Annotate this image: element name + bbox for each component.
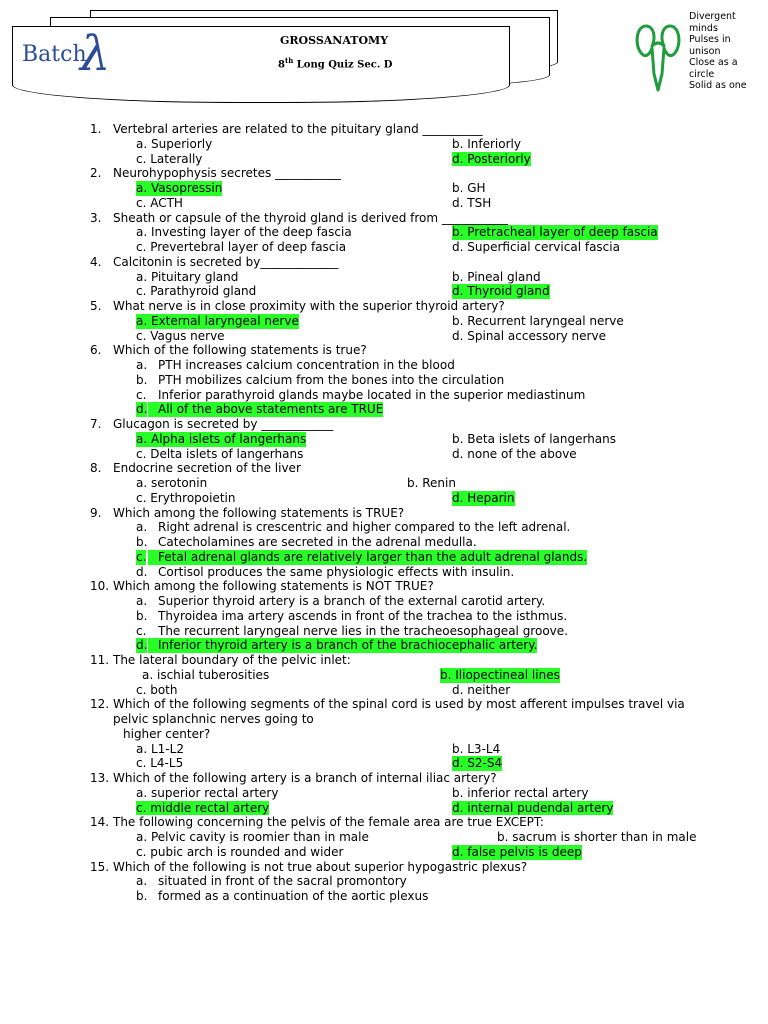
choice-row	[0, 388, 768, 403]
choice: b. Recurrent laryngeal nerve	[452, 313, 624, 328]
question-number: 10.	[90, 579, 110, 594]
choice-text: Superior thyroid artery is a branch of the external carotid artery.	[158, 594, 546, 608]
choice-row	[0, 535, 768, 550]
question-number: 2.	[90, 166, 102, 181]
choice: d. neither	[452, 682, 511, 697]
choice: d. internal pudendal artery	[452, 800, 614, 815]
question-row	[0, 299, 768, 314]
motto-line: Pulses in	[689, 34, 731, 45]
choice-letter: b.	[136, 535, 148, 549]
choice-row	[0, 638, 768, 653]
choice-row	[0, 329, 768, 344]
question-text: pelvic splanchnic nerves going to	[113, 712, 314, 726]
page-subtitle: 8th Long Quiz Sec. D	[278, 56, 393, 71]
motto-line: Close as a	[689, 57, 738, 68]
choice-letter: a.	[136, 520, 148, 535]
question-text: Neurohypophysis secretes ___________	[113, 166, 342, 181]
choice: d. Heparin	[452, 490, 515, 505]
choice: a. Superiorly	[136, 136, 213, 151]
choice: d. S2-S4	[452, 756, 503, 771]
choice: b. GH	[452, 181, 486, 195]
motto	[689, 11, 765, 92]
choice-text: Cortisol produces the same physiologic effects with insulin.	[158, 564, 515, 579]
question-row	[0, 122, 768, 137]
choice-row	[0, 683, 768, 698]
motto-line: Solid as one	[689, 80, 747, 91]
choice: a. External laryngeal nerve	[136, 313, 299, 328]
choice-letter: b.	[136, 608, 148, 623]
choice: c. pubic arch is rounded and wider	[136, 844, 344, 859]
choice-text: Inferior parathyroid glands maybe located in the superior mediastinum	[158, 387, 586, 402]
choice-letter: c.	[136, 387, 147, 402]
question-row	[0, 815, 768, 830]
choice: d. none of the above	[452, 446, 577, 461]
choice: c. middle rectal artery	[136, 800, 270, 815]
choice-text: PTH mobilizes calcium from the bones into the circulation	[158, 372, 505, 387]
question-number: 12.	[90, 697, 110, 712]
question-number: 8.	[90, 461, 102, 476]
question-number: 13.	[90, 771, 110, 785]
choice-row	[0, 284, 768, 299]
choice: a. Pelvic cavity is roomier than in male	[136, 830, 369, 844]
choice-row	[0, 668, 768, 683]
choice-row	[0, 152, 768, 167]
question-number: 15.	[90, 859, 110, 874]
choice-row	[0, 358, 768, 373]
choice-row	[0, 889, 768, 904]
highlight-gap	[148, 550, 158, 565]
choice-row	[0, 373, 768, 388]
question-number: 5.	[90, 299, 102, 313]
question-text: Vertebral arteries are related to the pituitary gland __________	[113, 122, 483, 136]
choice: c. Delta islets of langerhans	[136, 446, 304, 461]
question-text: Glucagon is secreted by ____________	[113, 417, 334, 431]
question-row	[0, 860, 768, 875]
choice-letter: d.	[136, 564, 148, 579]
choice-row	[0, 801, 768, 816]
choice-letter: b.	[136, 889, 148, 903]
choice: a. Investing layer of the deep fascia	[136, 225, 352, 240]
question-text: Which of the following statements is true?	[113, 343, 367, 358]
choice: a. serotonin	[136, 476, 208, 490]
motto-line: circle	[689, 68, 715, 80]
choice-text: Fetal adrenal glands are relatively larger than the adult adrenal glands.	[158, 549, 588, 564]
choice-letter: b.	[136, 372, 148, 387]
question-number: 1.	[90, 122, 102, 136]
choice-letter: d.	[136, 402, 148, 417]
question-text: Which among the following statements is NOT TRUE?	[113, 579, 434, 594]
choice: d. Superficial cervical fascia	[452, 240, 620, 254]
question-row	[0, 579, 768, 594]
choice: c. L4-L5	[136, 756, 184, 771]
question-number: 4.	[90, 254, 102, 269]
question-continuation	[0, 727, 768, 742]
choice-text: Right adrenal is crescentric and higher compared to the left adrenal.	[158, 520, 571, 535]
choice-row	[0, 786, 768, 801]
motto-line: minds	[689, 22, 718, 34]
highlight-gap	[148, 402, 158, 417]
page-title: GROSSANATOMY	[280, 34, 389, 47]
choice: a. superior rectal artery	[136, 785, 279, 800]
choice-row	[0, 447, 768, 462]
choice: c. ACTH	[136, 195, 183, 210]
question-row	[0, 166, 768, 181]
choice-row	[0, 240, 768, 255]
choice: b. sacrum is shorter than in male	[497, 830, 697, 844]
choice: c. Erythropoietin	[136, 490, 236, 505]
question-text: higher center?	[123, 726, 211, 741]
choice-letter: a.	[136, 594, 148, 608]
choice: a. Pituitary gland	[136, 269, 239, 284]
choice-letter: c.	[136, 549, 147, 564]
question-number: 9.	[90, 505, 102, 520]
question-text: The lateral boundary of the pelvic inlet:	[113, 653, 351, 667]
question-row	[0, 343, 768, 358]
question-text: Which among the following statements is TRUE?	[113, 505, 405, 520]
choice-row	[0, 196, 768, 211]
question-row	[0, 771, 768, 786]
choice: a. Vasopressin	[136, 181, 223, 195]
question-text: Sheath or capsule of the thyroid gland is derived from ___________	[113, 210, 508, 225]
choice-row	[0, 756, 768, 771]
choice-row	[0, 565, 768, 580]
batch-logo-text: Batch	[22, 42, 87, 67]
choice: a. Alpha islets of langerhans	[136, 431, 307, 446]
choice-row	[0, 874, 768, 889]
choice: d. false pelvis is deep	[452, 844, 582, 859]
question-row	[0, 697, 768, 712]
choice: b. Renin	[407, 476, 456, 490]
choice-row	[0, 314, 768, 329]
question-text: Calcitonin is secreted by_____________	[113, 254, 339, 269]
question-text: Which of the following artery is a branch of internal iliac artery?	[113, 771, 497, 785]
question-text: The following concerning the pelvis of the female area are true EXCEPT:	[113, 815, 544, 830]
choice: b. Beta islets of langerhans	[452, 431, 617, 446]
choice: d. Spinal accessory nerve	[452, 328, 606, 343]
choice-text: PTH increases calcium concentration in the blood	[158, 358, 455, 372]
choice: b. Inferiorly	[452, 136, 521, 151]
choice: c. Vagus nerve	[136, 328, 225, 343]
choice-letter: d.	[136, 638, 148, 653]
choice-row	[0, 550, 768, 565]
question-row	[0, 653, 768, 668]
choice-row	[0, 845, 768, 860]
motto-line: unison	[689, 45, 721, 57]
choice-row	[0, 742, 768, 757]
choice: b. Iliopectineal lines	[440, 667, 560, 682]
choice-row	[0, 225, 768, 240]
question-number: 11.	[90, 653, 110, 667]
choice-row	[0, 137, 768, 152]
question-row	[0, 461, 768, 476]
question-row	[0, 211, 768, 226]
choice-row	[0, 476, 768, 491]
choice-row	[0, 594, 768, 609]
question-text: What nerve is in close proximity with the superior thyroid artery?	[113, 299, 505, 313]
question-number: 6.	[90, 343, 102, 358]
choice: b. Pineal gland	[452, 269, 541, 284]
choice-row	[0, 181, 768, 196]
choice: d. Posteriorly	[452, 151, 531, 166]
choice-row	[0, 402, 768, 417]
question-text: Which of the following segments of the spinal cord is used by most afferent impulses travel via	[113, 697, 685, 712]
highlight-gap	[148, 638, 158, 653]
choice: b. Pretracheal layer of deep fascia	[452, 225, 658, 240]
choice-text: situated in front of the sacral promontory	[158, 874, 407, 889]
choice-row	[0, 624, 768, 639]
choice: b. L3-L4	[452, 741, 501, 756]
choice-text: Thyroidea ima artery ascends in front of the trachea to the isthmus.	[158, 608, 568, 623]
choice: c. both	[136, 682, 178, 697]
choice: d. Thyroid gland	[452, 284, 550, 299]
choice: b. inferior rectal artery	[452, 785, 589, 800]
question-number: 14.	[90, 815, 110, 830]
quiz-body	[0, 122, 768, 904]
choice: c. Parathyroid gland	[136, 284, 257, 299]
choice-row	[0, 432, 768, 447]
choice-text: Catecholamines are secreted in the adrenal medulla.	[158, 535, 477, 549]
question-row	[0, 417, 768, 432]
choice-text: formed as a continuation of the aortic plexus	[158, 889, 429, 903]
choice-text: The recurrent laryngeal nerve lies in the tracheoesophageal groove.	[158, 623, 568, 638]
choice: c. Laterally	[136, 151, 203, 166]
choice-row	[0, 609, 768, 624]
choice-letter: c.	[136, 623, 147, 638]
choice-row	[0, 270, 768, 285]
batch-emblem-icon	[632, 18, 684, 92]
choice-text: All of the above statements are TRUE	[158, 402, 384, 417]
question-continuation	[0, 712, 768, 727]
question-row	[0, 506, 768, 521]
choice-letter: a.	[136, 874, 148, 889]
question-text: Endocrine secretion of the liver	[113, 461, 301, 476]
choice-letter: a.	[136, 358, 148, 372]
question-number: 7.	[90, 417, 102, 431]
choice-row	[0, 520, 768, 535]
choice-row	[0, 830, 768, 845]
choice: c. Prevertebral layer of deep fascia	[136, 240, 347, 254]
question-row	[0, 255, 768, 270]
motto-line: Divergent	[689, 11, 736, 22]
choice-row	[0, 491, 768, 506]
choice-text: Inferior thyroid artery is a branch of the brachiocephalic artery.	[158, 638, 538, 653]
question-text: Which of the following is not true about superior hypogastric plexus?	[113, 859, 528, 874]
choice: a. ischial tuberosities	[142, 667, 270, 682]
question-number: 3.	[90, 210, 102, 225]
lambda-logo-icon: λ	[80, 26, 111, 82]
choice: d. TSH	[452, 195, 492, 210]
choice: a. L1-L2	[136, 741, 184, 756]
